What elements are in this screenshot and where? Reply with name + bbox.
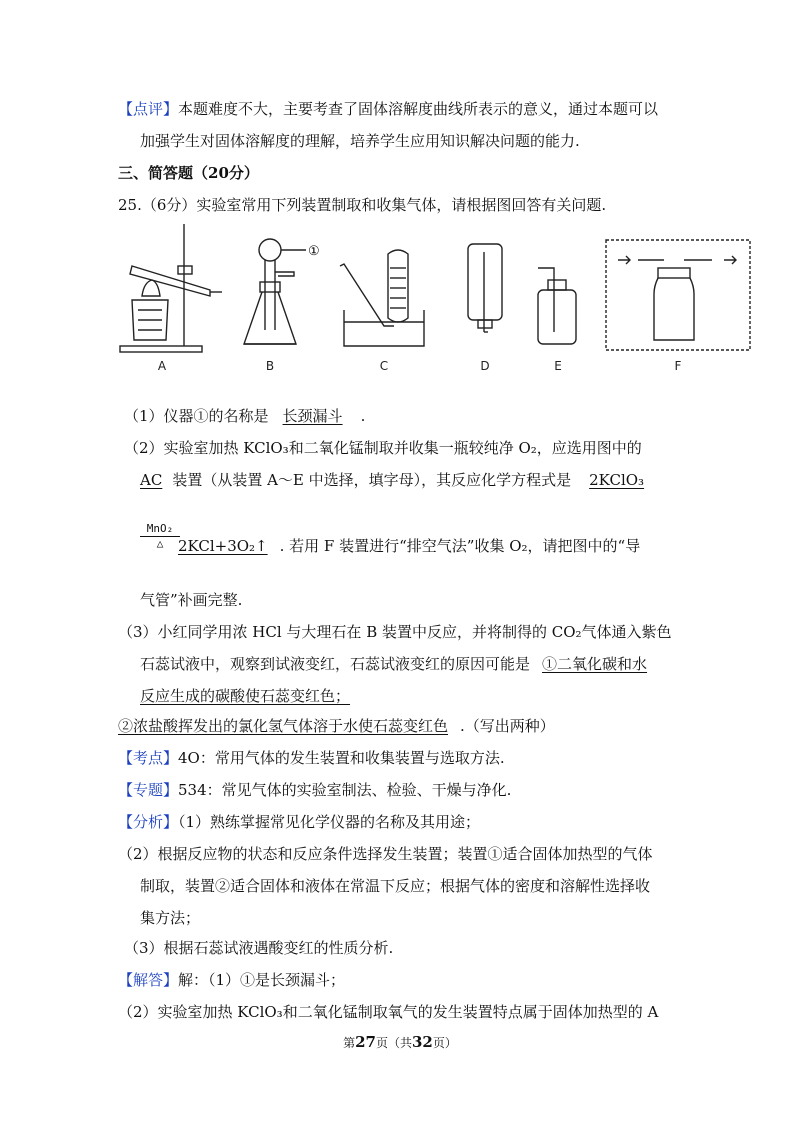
jieda-tag: 【解答】 <box>118 971 179 989</box>
q1-answer: 长颈漏斗 <box>282 407 343 425</box>
fenxi-text-3: 制取，装置②适合固体和液体在常温下反应；根据气体的密度和溶解性选择收 <box>140 877 651 895</box>
footer-total-pages: 32 <box>412 1033 433 1051</box>
heat-sign: △ <box>156 537 164 550</box>
q3-text-2: 石蕊试液中，观察到试液变红，石蕊试液变红的原因可能是 <box>140 655 531 673</box>
fenxi-line-2 <box>118 844 653 864</box>
page-footer <box>0 1033 800 1051</box>
fenxi-line-5 <box>124 938 393 958</box>
zhuanti-line <box>118 780 511 800</box>
q2-answer-device: AC <box>140 471 163 489</box>
question-intro <box>118 195 606 215</box>
comment-line-1 <box>118 99 658 119</box>
question-number: 25. <box>118 196 142 214</box>
q1-line <box>124 406 365 426</box>
label-d: D <box>480 359 490 373</box>
apparatus-c <box>340 250 424 346</box>
catalyst: MnO₂ <box>140 522 180 537</box>
q2-line-3 <box>178 536 640 556</box>
label-f: F <box>674 359 682 373</box>
kaodian-line <box>118 748 505 768</box>
apparatus-b <box>244 239 306 344</box>
q1-prefix: （1）仪器①的名称是 <box>124 407 269 425</box>
q3-answer-1a: ①二氧化碳和水 <box>542 655 648 673</box>
comment-text-1: 本题难度不大，主要考查了固体溶解度曲线所表示的意义，通过本题可以 <box>178 100 659 118</box>
q3-text-1: （3）小红同学用浓 HCl 与大理石在 B 装置中反应，并将制得的 CO₂气体通入紫色 <box>118 623 672 641</box>
q2-line-4 <box>140 590 242 610</box>
footer-middle: 页（共 <box>375 1036 412 1050</box>
q3-line-4 <box>118 716 555 736</box>
apparatus-e <box>538 268 576 344</box>
apparatus-a <box>120 224 222 352</box>
q2-mid: 装置（从装置 A～E 中选择，填字母），其反应化学方程式是 <box>172 471 572 489</box>
q1-suffix: . <box>360 407 366 425</box>
section-title: 三、简答题（20分） <box>118 164 259 182</box>
jieda-line-2 <box>118 1002 658 1022</box>
fenxi-tag: 【分析】 <box>118 813 179 831</box>
fenxi-line-4 <box>140 908 200 928</box>
fenxi-text-2: （2）根据反应物的状态和反应条件选择发生装置；装置①适合固体加热型的气体 <box>118 845 653 863</box>
fenxi-text-5: （3）根据石蕊试液遇酸变红的性质分析. <box>124 939 394 957</box>
fenxi-line-3 <box>140 876 650 896</box>
footer-suffix: 页） <box>432 1036 457 1050</box>
q2-after: . 若用 F 装置进行“排空气法”收集 O₂，请把图中的“导 <box>279 537 641 555</box>
q2-text-4: 气管”补画完整. <box>140 591 243 609</box>
label-b: B <box>265 359 275 373</box>
apparatus-d <box>468 244 502 332</box>
jieda-text-1: 解：（1）①是长颈漏斗； <box>178 971 346 989</box>
q3-line-1 <box>118 622 672 642</box>
q3-answer-2: ②浓盐酸挥发出的氯化氢气体溶于水使石蕊变红色 <box>118 717 449 735</box>
q2-line-2 <box>140 470 644 490</box>
q3-line-3 <box>140 686 350 706</box>
jieda-text-2: （2）实验室加热 KClO₃和二氧化锰制取氧气的发生装置特点属于固体加热型的 A <box>118 1003 659 1021</box>
kaodian-text: 4O：常用气体的发生装置和收集装置与选取方法. <box>178 749 505 767</box>
comment-tag: 【点评】 <box>118 100 179 118</box>
reaction-condition <box>140 522 180 550</box>
fenxi-line-1 <box>118 812 480 832</box>
footer-page-number: 27 <box>355 1033 376 1051</box>
apparatus-f <box>606 240 750 350</box>
comment-text-2: 加强学生对固体溶解度的理解，培养学生应用知识解决问题的能力. <box>140 132 580 150</box>
zhuanti-tag: 【专题】 <box>118 781 179 799</box>
q2-eq-left: 2KClO₃ <box>589 471 645 489</box>
question-intro-text: （6分）实验室常用下列装置制取和收集气体，请根据图回答有关问题. <box>141 196 607 214</box>
jieda-line-1 <box>118 970 345 990</box>
apparatus-figure <box>118 222 762 392</box>
pointer-label: ① <box>308 244 320 259</box>
q2-text-1: （2）实验室加热 KClO₃和二氧化锰制取并收集一瓶较纯净 O₂，应选用图中的 <box>124 439 642 457</box>
fenxi-text-4: 集方法； <box>140 909 201 927</box>
label-e: E <box>554 359 562 373</box>
fenxi-text-1: （1）熟练掌握常见化学仪器的名称及其用途； <box>178 813 481 831</box>
q2-eq-right: 2KCl+3O₂↑ <box>178 537 268 555</box>
q3-line-2 <box>140 654 647 674</box>
q2-line-1 <box>124 438 642 458</box>
comment-line-2 <box>140 131 580 151</box>
kaodian-tag: 【考点】 <box>118 749 179 767</box>
label-c: C <box>379 359 389 373</box>
footer-prefix: 第 <box>343 1036 356 1050</box>
zhuanti-text: 534：常见气体的实验室制法、检验、干燥与净化. <box>178 781 512 799</box>
q3-suffix: .（写出两种） <box>460 717 555 735</box>
q3-answer-1b: 反应生成的碳酸使石蕊变红色； <box>140 687 351 705</box>
label-a: A <box>157 359 167 373</box>
